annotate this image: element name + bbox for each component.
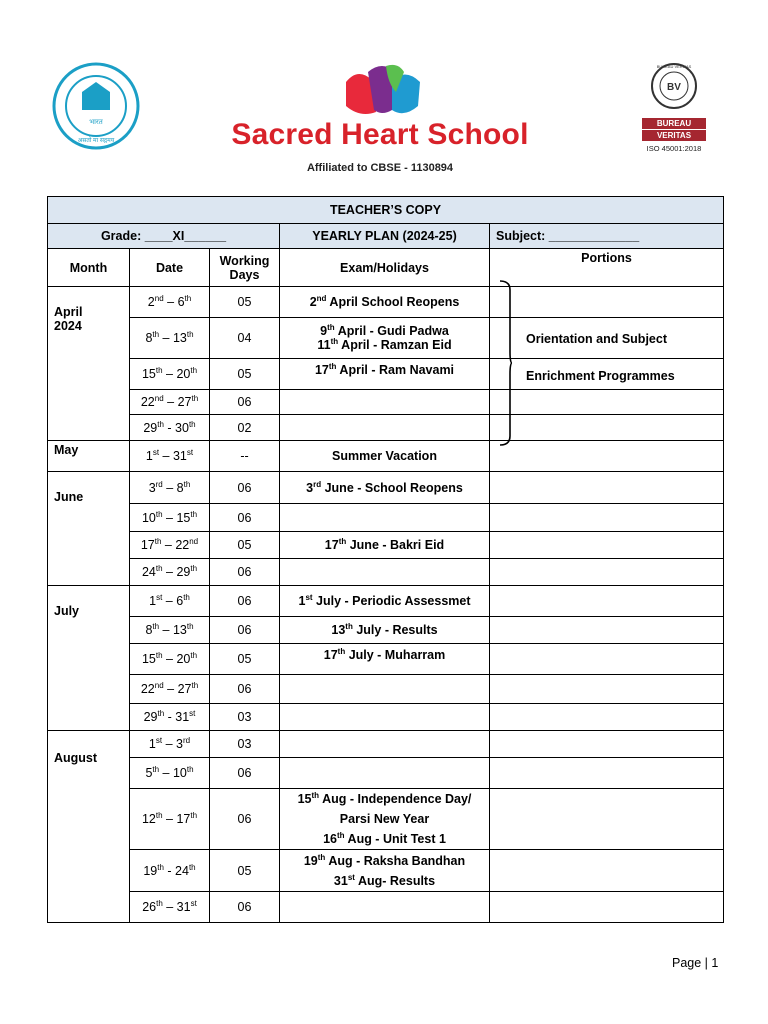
svg-text:असतो मा सद्गमय: असतो मा सद्गमय	[77, 138, 115, 144]
portions-cell	[490, 415, 724, 441]
working-days-cell: 06	[210, 504, 280, 532]
exam-cell: 9th April - Gudi Padwa 11th April - Ramzan Eid	[280, 318, 490, 359]
date-cell: 8th – 13th	[130, 318, 210, 359]
exam-cell	[280, 504, 490, 532]
month-july: July	[48, 586, 130, 731]
portions-cell	[490, 892, 724, 923]
affiliation-text: Affiliated to CBSE - 1130894	[306, 162, 454, 174]
portions-line-1: Orientation and Subject	[526, 332, 667, 346]
table-row	[48, 586, 724, 617]
portions-cell	[490, 504, 724, 532]
school-name: Sacred Heart School	[231, 118, 529, 151]
page-header	[0, 0, 768, 185]
portions-cell	[490, 441, 724, 472]
working-days-cell: 05	[210, 287, 280, 318]
table-row	[48, 559, 724, 586]
exam-cell: 13th July - Results	[280, 617, 490, 644]
working-days-cell: 06	[210, 617, 280, 644]
date-cell: 29th - 31st	[130, 704, 210, 731]
table-row	[48, 441, 724, 472]
portions-cell	[490, 617, 724, 644]
page-number: Page | 1	[672, 956, 719, 970]
table-row	[48, 758, 724, 789]
svg-text:ISO 45001:2018: ISO 45001:2018	[646, 144, 702, 153]
working-days-cell: 05	[210, 850, 280, 892]
exam-cell	[280, 758, 490, 789]
svg-text:VERITAS: VERITAS	[656, 131, 692, 140]
working-days-cell: 06	[210, 559, 280, 586]
portions-cell	[490, 850, 724, 892]
working-days-cell: 06	[210, 390, 280, 415]
exam-cell	[280, 390, 490, 415]
exam-cell	[280, 415, 490, 441]
working-days-cell: 06	[210, 789, 280, 850]
date-cell: 26th – 31st	[130, 892, 210, 923]
portions-cell	[490, 559, 724, 586]
working-days-cell: 05	[210, 532, 280, 559]
date-cell: 1st – 6th	[130, 586, 210, 617]
school-logo	[338, 62, 428, 124]
working-days-cell: 06	[210, 758, 280, 789]
table-row	[48, 892, 724, 923]
col-portions: Portions	[490, 249, 724, 287]
table-row	[48, 472, 724, 504]
date-cell: 29th - 30th	[130, 415, 210, 441]
table-row	[48, 532, 724, 559]
exam-cell	[280, 704, 490, 731]
date-cell: 22nd – 27th	[130, 675, 210, 704]
date-cell: 22nd – 27th	[130, 390, 210, 415]
portions-cell	[490, 532, 724, 559]
working-days-cell: 03	[210, 704, 280, 731]
exam-cell: 17th June - Bakri Eid	[280, 532, 490, 559]
portions-cell	[490, 390, 724, 415]
portions-cell	[490, 731, 724, 758]
date-cell: 24th – 29th	[130, 559, 210, 586]
title-row	[48, 197, 724, 224]
portions-cell	[490, 789, 724, 850]
date-cell: 2nd – 6th	[130, 287, 210, 318]
exam-cell	[280, 675, 490, 704]
table-row	[48, 731, 724, 758]
portions-cell	[490, 472, 724, 504]
bureau-veritas-logo	[638, 62, 710, 154]
table-row	[48, 504, 724, 532]
month-april: April 2024	[48, 287, 130, 441]
exam-cell: 1st July - Periodic Assessmet	[280, 586, 490, 617]
teachers-copy-title: TEACHER’S COPY	[48, 197, 724, 224]
cbse-logo	[52, 62, 140, 150]
svg-text:BUREAU: BUREAU	[656, 119, 692, 128]
grade-label: Grade: ____XI______	[48, 224, 280, 249]
exam-cell: Summer Vacation	[280, 441, 490, 472]
yearly-plan-table	[47, 196, 724, 923]
column-header-row	[48, 249, 724, 287]
month-june: June	[48, 472, 130, 586]
working-days-cell: 06	[210, 472, 280, 504]
col-month: Month	[48, 249, 130, 287]
working-days-cell: 03	[210, 731, 280, 758]
svg-text:BV: BV	[667, 82, 681, 93]
table-row	[48, 644, 724, 675]
exam-cell: 3rd June - School Reopens	[280, 472, 490, 504]
subject-label: Subject: _____________	[490, 224, 724, 249]
date-cell: 8th – 13th	[130, 617, 210, 644]
date-cell: 15th – 20th	[130, 359, 210, 390]
table-row	[48, 675, 724, 704]
portions-line-2: Enrichment Programmes	[526, 369, 675, 383]
portions-cell	[490, 586, 724, 617]
exam-cell: 19th Aug - Raksha Bandhan 31st Aug- Results	[280, 850, 490, 892]
portions-cell	[490, 704, 724, 731]
working-days-cell: 06	[210, 586, 280, 617]
exam-cell	[280, 892, 490, 923]
date-cell: 15th – 20th	[130, 644, 210, 675]
date-cell: 3rd – 8th	[130, 472, 210, 504]
portions-cell	[490, 758, 724, 789]
month-may: May	[48, 441, 130, 472]
table-row	[48, 415, 724, 441]
date-cell: 1st – 3rd	[130, 731, 210, 758]
portions-cell	[490, 675, 724, 704]
col-working-days: Working Days	[210, 249, 280, 287]
col-exam-holidays: Exam/Holidays	[280, 249, 490, 287]
date-cell: 5th – 10th	[130, 758, 210, 789]
working-days-cell: 04	[210, 318, 280, 359]
yearly-plan-label: YEARLY PLAN (2024-25)	[280, 224, 490, 249]
portions-cell	[490, 287, 724, 318]
month-august: August	[48, 731, 130, 923]
table-row	[48, 617, 724, 644]
svg-text:भारत: भारत	[89, 119, 103, 126]
exam-cell	[280, 559, 490, 586]
exam-cell: 17th July - Muharram	[280, 644, 490, 675]
working-days-cell: 06	[210, 675, 280, 704]
date-cell: 12th – 17th	[130, 789, 210, 850]
portions-bracket	[500, 280, 512, 446]
working-days-cell: --	[210, 441, 280, 472]
date-cell: 1st – 31st	[130, 441, 210, 472]
exam-cell: 17th April - Ram Navami	[280, 359, 490, 390]
date-cell: 17th – 22nd	[130, 532, 210, 559]
exam-cell: 15th Aug - Independence Day/ Parsi New Year 16th Aug - Unit Test 1	[280, 789, 490, 850]
working-days-cell: 06	[210, 892, 280, 923]
table-row	[48, 390, 724, 415]
portions-cell	[490, 644, 724, 675]
svg-text:BUREAU VERITAS: BUREAU VERITAS	[656, 64, 692, 69]
working-days-cell: 05	[210, 359, 280, 390]
exam-cell	[280, 731, 490, 758]
exam-cell: 2nd April School Reopens	[280, 287, 490, 318]
col-date: Date	[130, 249, 210, 287]
working-days-cell: 02	[210, 415, 280, 441]
table-row	[48, 850, 724, 892]
working-days-cell: 05	[210, 644, 280, 675]
date-cell: 10th – 15th	[130, 504, 210, 532]
table-row	[48, 704, 724, 731]
table-row	[48, 287, 724, 318]
table-row	[48, 789, 724, 850]
info-row	[48, 224, 724, 249]
date-cell: 19th - 24th	[130, 850, 210, 892]
